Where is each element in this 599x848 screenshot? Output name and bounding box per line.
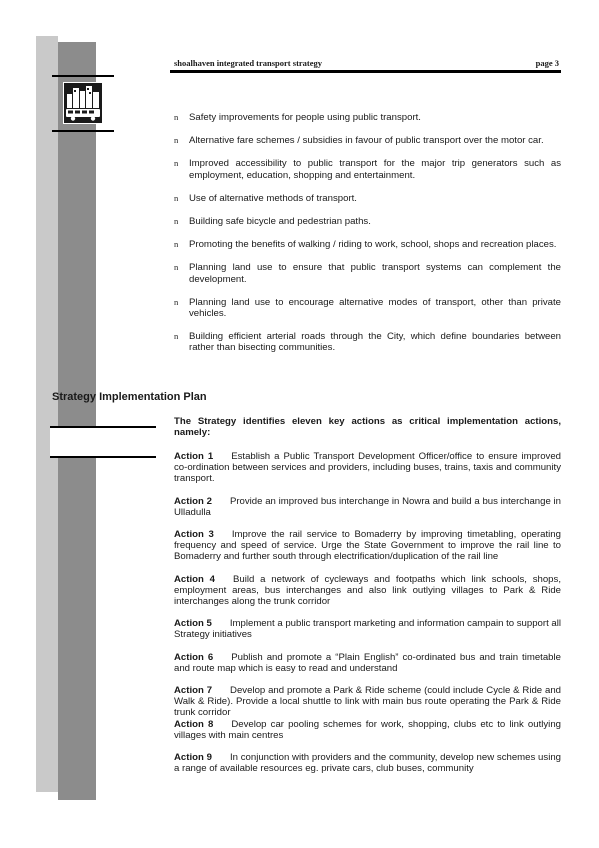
- bullet-marker: n: [174, 192, 179, 203]
- action-item: [174, 574, 561, 608]
- action-item: [174, 496, 561, 518]
- bullet-marker: n: [174, 239, 179, 250]
- action-item: [174, 752, 561, 774]
- bullet-marker: n: [174, 112, 179, 122]
- bullet-marker: n: [174, 158, 179, 169]
- bullet-marker: n: [174, 262, 179, 273]
- action-text: Improve the rail service to Bomaderry by improving timetabling, operating frequency and speed of service. Urge the State Government to improve the rail line to Bomaderry and further south through electrification/duplication of the rail line: [174, 529, 561, 563]
- logo-rule-top: [52, 75, 114, 77]
- action-label: Action 8: [174, 718, 214, 730]
- action-label: Action 6: [174, 651, 214, 663]
- list-item: [174, 135, 561, 146]
- action-text: Publish and promote a “Plain English” co-ordinated bus and train timetable and route map which is easy to read and understand: [174, 651, 561, 674]
- action-item: [174, 685, 561, 719]
- logo-rule-bottom: [52, 130, 114, 132]
- header-rule: [170, 70, 561, 73]
- section-intro: The Strategy identifies eleven key actions as critical implementation actions, namely:: [174, 416, 561, 439]
- bullet-marker: n: [174, 135, 179, 146]
- action-label: Action 1: [174, 451, 214, 462]
- action-label: Action 5: [174, 618, 212, 630]
- bullet-marker: n: [174, 331, 179, 342]
- action-item: [174, 529, 561, 563]
- list-item: [174, 239, 561, 250]
- list-item: [174, 262, 561, 284]
- bullet-list: [174, 112, 561, 366]
- action-text: In conjunction with providers and the community, develop new schemes using a range of available resources eg. private cars, club buses, community: [174, 752, 561, 775]
- running-header-title: shoalhaven integrated transport strategy: [174, 58, 323, 68]
- action-text: Implement a public transport marketing and information campain to support all Strategy initiatives: [174, 618, 562, 641]
- action-item: [174, 719, 561, 741]
- section-gap: [50, 428, 156, 456]
- action-item: [174, 652, 561, 674]
- action-label: Action 2: [174, 495, 212, 507]
- list-item: [174, 112, 561, 123]
- action-text: Develop car pooling schemes for work, shopping, clubs etc to link outlying villages with main centres: [174, 718, 561, 741]
- list-item-text: Safety improvements for people using public transport.: [189, 112, 421, 123]
- transport-buildings-bus-icon: [63, 82, 103, 124]
- action-text: Build a network of cycleways and footpaths which link schools, shops, employment areas, bus interchanges and also link outlying villages to Park & Ride interchanges along the trunk corridor: [174, 573, 561, 608]
- action-list: [174, 451, 561, 785]
- list-item-text: Use of alternative methods of transport.: [189, 192, 357, 204]
- page-number: page 3: [535, 58, 559, 68]
- section-heading: Strategy Implementation Plan: [52, 391, 207, 403]
- action-label: Action 4: [174, 573, 215, 585]
- list-item: [174, 216, 561, 227]
- action-item: [174, 451, 561, 485]
- list-item-text: Planning land use to encourage alternative modes of transport, other than private vehicles.: [189, 296, 561, 320]
- bullet-marker: n: [174, 296, 179, 307]
- list-item-text: Alternative fare schemes / subsidies in favour of public transport over the motor car.: [189, 135, 544, 147]
- action-text: Provide an improved bus interchange in Nowra and build a bus interchange in Ulladulla: [174, 495, 561, 518]
- action-label: Action 9: [174, 752, 212, 764]
- list-item: [174, 158, 561, 180]
- list-item-text: Improved accessibility to public transport for the major trip generators such as employment, education, shopping and entertainment.: [189, 158, 561, 181]
- list-item-text: Promoting the benefits of walking / riding to work, school, shops and recreation places.: [189, 239, 557, 251]
- list-item-text: Building safe bicycle and pedestrian paths.: [189, 216, 371, 228]
- action-text: Establish a Public Transport Development Officer/office to ensure improved co-ordination between services and providers, including buses, trains, taxis and community transport.: [174, 451, 562, 485]
- bullet-marker: n: [174, 216, 179, 227]
- action-label: Action 7: [174, 685, 213, 697]
- margin-bar-light: [36, 36, 58, 792]
- section-rule-bottom: [50, 456, 156, 458]
- action-item: [174, 618, 561, 640]
- list-item-text: Building efficient arterial roads through the City, which define boundaries between rather than bisecting communities.: [189, 331, 561, 354]
- list-item: [174, 193, 561, 204]
- action-label: Action 3: [174, 529, 214, 541]
- list-item: [174, 297, 561, 319]
- action-text: Develop and promote a Park & Ride scheme (could include Cycle & Ride and Walk & Ride). Provide a local shuttle to link with main bus route operating the Park & Ride trunk corridor: [174, 685, 561, 719]
- list-item: [174, 331, 561, 353]
- list-item-text: Planning land use to ensure that public transport systems can complement the development.: [189, 262, 561, 285]
- margin-bar-dark: [58, 42, 96, 800]
